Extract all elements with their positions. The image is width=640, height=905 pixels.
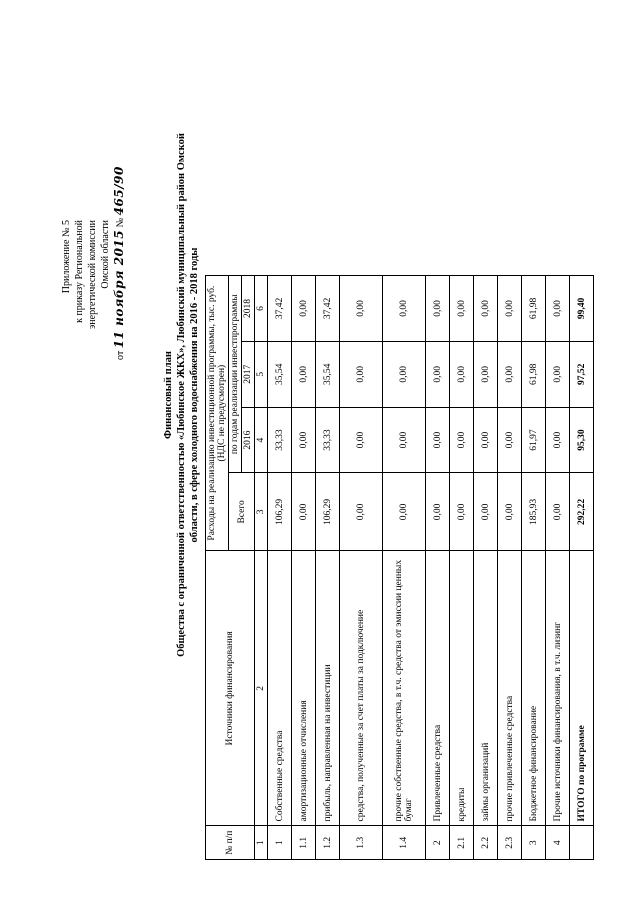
row-total: 0,00 xyxy=(426,473,450,551)
row-2017: 35,54 xyxy=(268,341,292,407)
row-2018: 0,00 xyxy=(450,276,474,342)
row-source: амортизационные отчисления xyxy=(292,551,316,826)
appendix-line: к приказу Региональной xyxy=(74,220,85,323)
title-line: Финансовый план xyxy=(163,351,174,439)
handwritten-number: 465/90 xyxy=(112,166,126,216)
order-date-line xyxy=(112,166,127,360)
table-row xyxy=(474,276,498,860)
appendix-line: энергетической комиссии xyxy=(87,220,98,329)
row-total: 106,29 xyxy=(268,473,292,551)
row-num: 2 xyxy=(426,826,450,860)
row-source: Собственные средства xyxy=(268,551,292,826)
table-row xyxy=(522,276,546,860)
row-num: 3 xyxy=(522,826,546,860)
row-2017: 35,54 xyxy=(316,341,340,407)
row-source: прочие привлеченные средства xyxy=(498,551,522,826)
row-num: 1.3 xyxy=(340,826,383,860)
row-source: прибыль, направленная на инвестиции xyxy=(316,551,340,826)
row-source: средства, полученные за счет платы за подключение xyxy=(340,551,383,826)
number-prefix: № xyxy=(115,217,126,228)
table-row xyxy=(340,276,383,860)
row-2018: 0,00 xyxy=(498,276,522,342)
handwritten-date: 11 ноября 2015 xyxy=(112,229,126,349)
table-row xyxy=(450,276,474,860)
header-num: № п/п xyxy=(206,826,255,860)
index-cell: 4 xyxy=(255,407,268,473)
title-line: области, в сфере холодного водоснабжения на 2016 - 2018 годы xyxy=(189,247,200,543)
row-total: 0,00 xyxy=(383,473,426,551)
row-2017: 0,00 xyxy=(426,341,450,407)
row-total: 0,00 xyxy=(450,473,474,551)
row-2018: 0,00 xyxy=(383,276,426,342)
row-2017: 0,00 xyxy=(450,341,474,407)
header-total: Всего xyxy=(229,473,255,551)
table-row xyxy=(426,276,450,860)
row-source: Прочие источники финансирования, в т.ч. лизинг xyxy=(546,551,570,826)
index-cell: 2 xyxy=(255,551,268,826)
row-2016: 0,00 xyxy=(498,407,522,473)
row-2016: 0,00 xyxy=(546,407,570,473)
row-2017: 0,00 xyxy=(474,341,498,407)
row-source: займы организаций xyxy=(474,551,498,826)
row-total: 0,00 xyxy=(474,473,498,551)
total-row xyxy=(570,276,594,860)
row-2017: 0,00 xyxy=(546,341,570,407)
index-cell: 5 xyxy=(255,341,268,407)
row-num: 1 xyxy=(268,826,292,860)
row-total: 0,00 xyxy=(340,473,383,551)
row-num: 2.2 xyxy=(474,826,498,860)
row-2018: 0,00 xyxy=(426,276,450,342)
header-year: 2016 xyxy=(242,407,255,473)
header-year: 2018 xyxy=(242,276,255,342)
index-cell: 1 xyxy=(255,826,268,860)
row-2016: 33,33 xyxy=(268,407,292,473)
row-2016: 61,97 xyxy=(522,407,546,473)
row-num: 1.2 xyxy=(316,826,340,860)
row-2018: 37,42 xyxy=(268,276,292,342)
row-total: 0,00 xyxy=(292,473,316,551)
total-2018: 99,40 xyxy=(570,276,594,342)
document-title xyxy=(162,95,201,695)
index-cell: 6 xyxy=(255,276,268,342)
index-cell: 3 xyxy=(255,473,268,551)
row-2018: 0,00 xyxy=(546,276,570,342)
appendix-block xyxy=(60,166,127,360)
row-2016: 0,00 xyxy=(340,407,383,473)
row-num: 4 xyxy=(546,826,570,860)
row-total: 185,93 xyxy=(522,473,546,551)
total-num xyxy=(570,826,594,860)
table-row xyxy=(383,276,426,860)
row-2017: 0,00 xyxy=(383,341,426,407)
row-2016: 0,00 xyxy=(292,407,316,473)
date-prefix: от xyxy=(115,350,126,360)
total-2016: 95,30 xyxy=(570,407,594,473)
table-row xyxy=(498,276,522,860)
column-index-row xyxy=(255,276,268,860)
row-num: 2.1 xyxy=(450,826,474,860)
row-source: Бюджетное финансирование xyxy=(522,551,546,826)
row-total: 106,29 xyxy=(316,473,340,551)
header-expenses: Расходы на реализацию инвестиционной программы, тыс. руб. (НДС не предусмотрен) xyxy=(206,276,229,551)
row-2017: 0,00 xyxy=(340,341,383,407)
financial-plan-table xyxy=(205,275,594,860)
row-num: 1.1 xyxy=(292,826,316,860)
row-2016: 0,00 xyxy=(474,407,498,473)
row-2018: 0,00 xyxy=(340,276,383,342)
header-by-years: по годам реализации инвестпрограммы xyxy=(229,276,242,473)
table-row xyxy=(546,276,570,860)
row-source: Привлеченные средства xyxy=(426,551,450,826)
row-2016: 0,00 xyxy=(450,407,474,473)
row-total: 0,00 xyxy=(498,473,522,551)
row-num: 2.3 xyxy=(498,826,522,860)
title-line: Общества с ограниченной ответственностью «Любинское ЖКХ», Любинский муниципальный район Омской xyxy=(176,133,187,657)
row-num: 1.4 xyxy=(383,826,426,860)
row-source: кредиты xyxy=(450,551,474,826)
row-2018: 0,00 xyxy=(474,276,498,342)
appendix-line: Приложение № 5 xyxy=(61,220,72,294)
table-row xyxy=(268,276,292,860)
row-2016: 0,00 xyxy=(383,407,426,473)
row-2018: 0,00 xyxy=(292,276,316,342)
row-2017: 0,00 xyxy=(498,341,522,407)
row-2017: 61,98 xyxy=(522,341,546,407)
row-total: 0,00 xyxy=(546,473,570,551)
row-2018: 37,42 xyxy=(316,276,340,342)
row-source: прочие собственные средства, в т.ч. средства от эмиссии ценных бумаг xyxy=(383,551,426,826)
table-row xyxy=(316,276,340,860)
row-2017: 0,00 xyxy=(292,341,316,407)
row-2016: 33,33 xyxy=(316,407,340,473)
appendix-line: Омской области xyxy=(100,220,111,289)
table-row xyxy=(292,276,316,860)
total-total: 292,22 xyxy=(570,473,594,551)
total-2017: 97,52 xyxy=(570,341,594,407)
row-2016: 0,00 xyxy=(426,407,450,473)
row-2018: 61,98 xyxy=(522,276,546,342)
header-year: 2017 xyxy=(242,341,255,407)
header-source: Источники финансирования xyxy=(206,551,255,826)
total-source: ИТОГО по программе xyxy=(570,551,594,826)
